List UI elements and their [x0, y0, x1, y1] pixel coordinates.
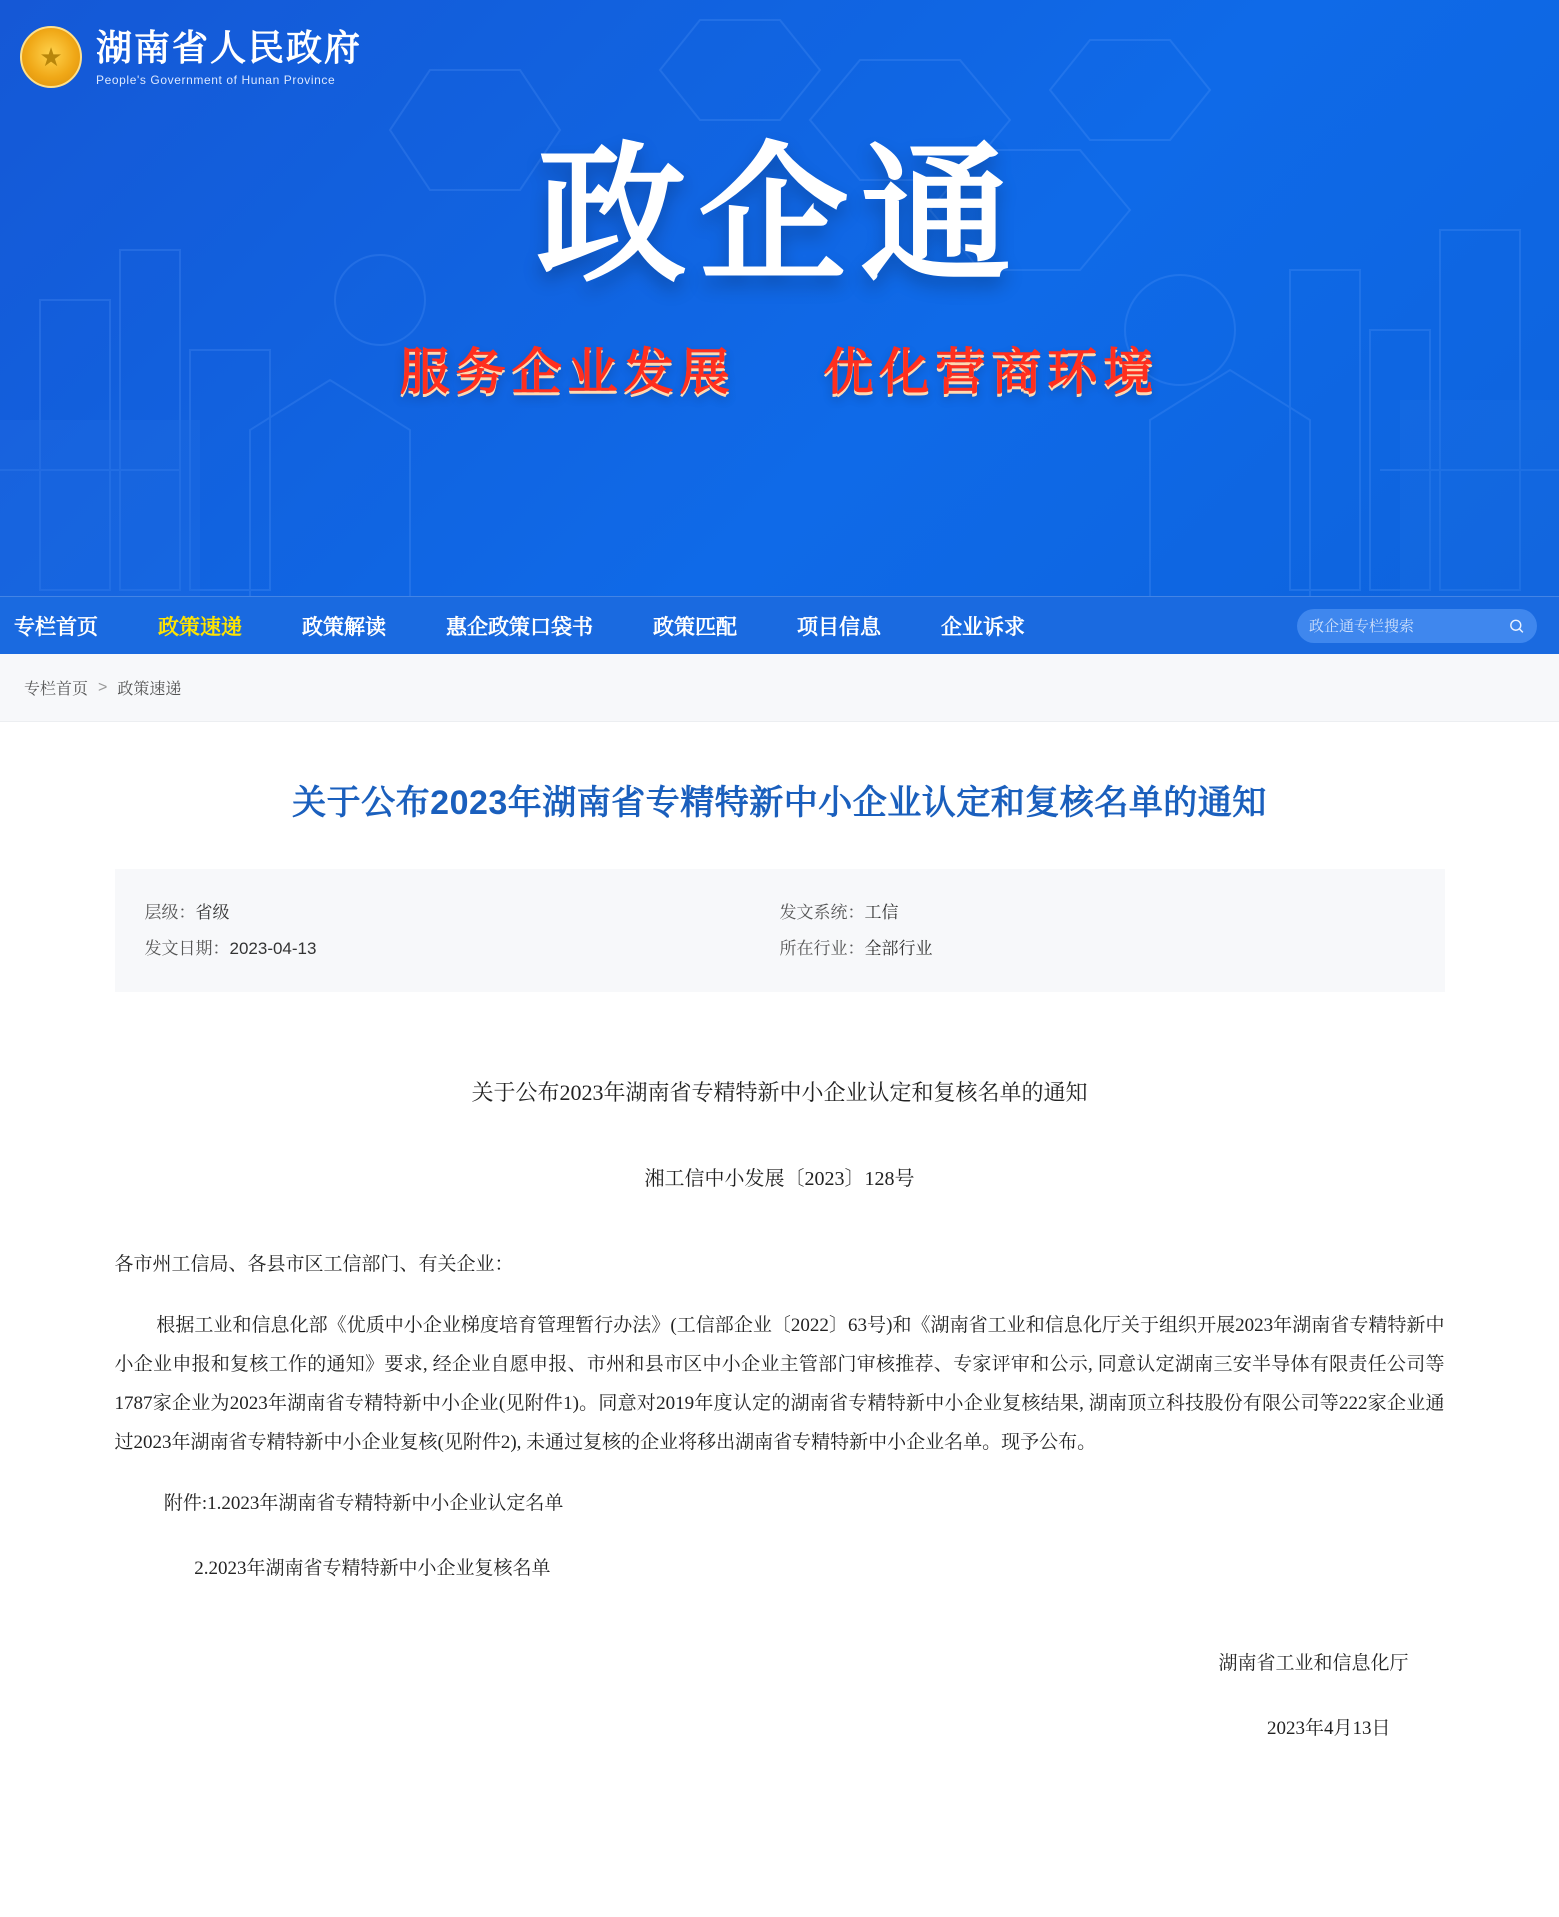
gov-name-cn: 湖南省人民政府 [96, 27, 363, 69]
search-icon[interactable] [1508, 616, 1525, 636]
meta-level [145, 895, 780, 931]
search-box[interactable] [1297, 609, 1537, 643]
meta-industry-label: 所在行业： [779, 938, 865, 958]
document-body [115, 1070, 1445, 1749]
banner-slogan-left: 服务企业发展 [399, 344, 736, 400]
nav-item-policy-matching[interactable]: 政策匹配 [653, 615, 737, 639]
meta-date-value: 2023-04-13 [229, 938, 317, 958]
nav-item-column-home[interactable]: 专栏首页 [14, 615, 98, 639]
meta-date-label: 发文日期： [144, 938, 230, 958]
nav-item-enterprise-appeal[interactable]: 企业诉求 [941, 615, 1025, 639]
gov-logo[interactable] [20, 26, 362, 88]
nav-item-policy-interpretation[interactable]: 政策解读 [302, 615, 386, 639]
nav-item-policy-express[interactable]: 政策速递 [158, 615, 242, 639]
document-heading: 关于公布2023年湖南省专精特新中小企业认定和复核名单的通知 [471, 1080, 1088, 1106]
meta-industry-value: 全部行业 [864, 938, 933, 958]
meta-column-right [780, 895, 1415, 966]
breadcrumb [0, 654, 1559, 721]
gov-name-en: People's Government of Hunan Province [96, 72, 336, 87]
meta-level-value: 省级 [195, 903, 230, 922]
document-signature: 湖南省工业和信息化厅 [1218, 1653, 1409, 1675]
meta-level-label: 层级： [144, 903, 196, 922]
document-paragraph: 根据工业和信息化部《优质中小企业梯度培育管理暂行办法》(工信部企业〔2022〕63号)和《湖南省工业和信息化厅关于组织开展2023年湖南省专精特新中小企业申报和复核工作的通知》要求, 经企业自愿申报、市州和县市区中小企业主管部门审核推荐、专家评审和公示, 同意认定湖南三安半导体有限责任公司等1787家企业为2023年湖南省专精特新中小企业(见附件1)。同意对2019年度认定的湖南省专精特新中小企业复核结果, 湖南顶立科技股份有限公司等222家企业通过2023年湖南省专精特新中小企业复核(见附件2), 未通过复核的企业将移出湖南省专精特新中小企业名单。现予公布。 [114, 1315, 1445, 1454]
document-attachment-1: 附件:1.2023年湖南省专精特新中小企业认定名单 [163, 1493, 564, 1515]
hero-banner [0, 0, 1559, 596]
page-title: 关于公布2023年湖南省专精特新中小企业认定和复核名单的通知 [292, 784, 1267, 822]
article-meta [115, 869, 1445, 992]
page-content [0, 722, 1559, 1809]
banner-slogan [0, 332, 1559, 404]
document-attachment-2: 2.2023年湖南省专精特新中小企业复核名单 [194, 1558, 551, 1580]
document-date: 2023年4月13日 [1266, 1717, 1391, 1739]
meta-column-left [145, 895, 780, 966]
document-number: 湘工信中小发展〔2023〕128号 [644, 1168, 915, 1191]
banner-main-title: 政企通 [536, 131, 1023, 299]
breadcrumb-home[interactable]: 专栏首页 [24, 681, 89, 698]
article [115, 722, 1445, 1749]
national-emblem-icon: ★ [20, 26, 82, 88]
meta-system-label: 发文系统： [779, 903, 865, 922]
breadcrumb-separator: > [98, 678, 108, 696]
meta-system-value: 工信 [864, 903, 899, 922]
meta-date [145, 931, 780, 967]
meta-system [780, 895, 1415, 931]
nav-items [0, 597, 1055, 654]
nav-item-policy-pocketbook[interactable]: 惠企政策口袋书 [446, 615, 593, 639]
nav-item-project-info[interactable]: 项目信息 [797, 615, 881, 639]
search-input[interactable] [1309, 618, 1508, 635]
meta-industry [780, 931, 1415, 967]
banner-slogan-right: 优化营商环境 [823, 344, 1160, 400]
main-navigation [0, 596, 1559, 654]
breadcrumb-bar [0, 654, 1559, 722]
breadcrumb-current: 政策速递 [117, 681, 182, 698]
banner-title-block [0, 131, 1559, 404]
document-salutation: 各市州工信局、各县市区工信部门、有关企业： [114, 1254, 514, 1276]
